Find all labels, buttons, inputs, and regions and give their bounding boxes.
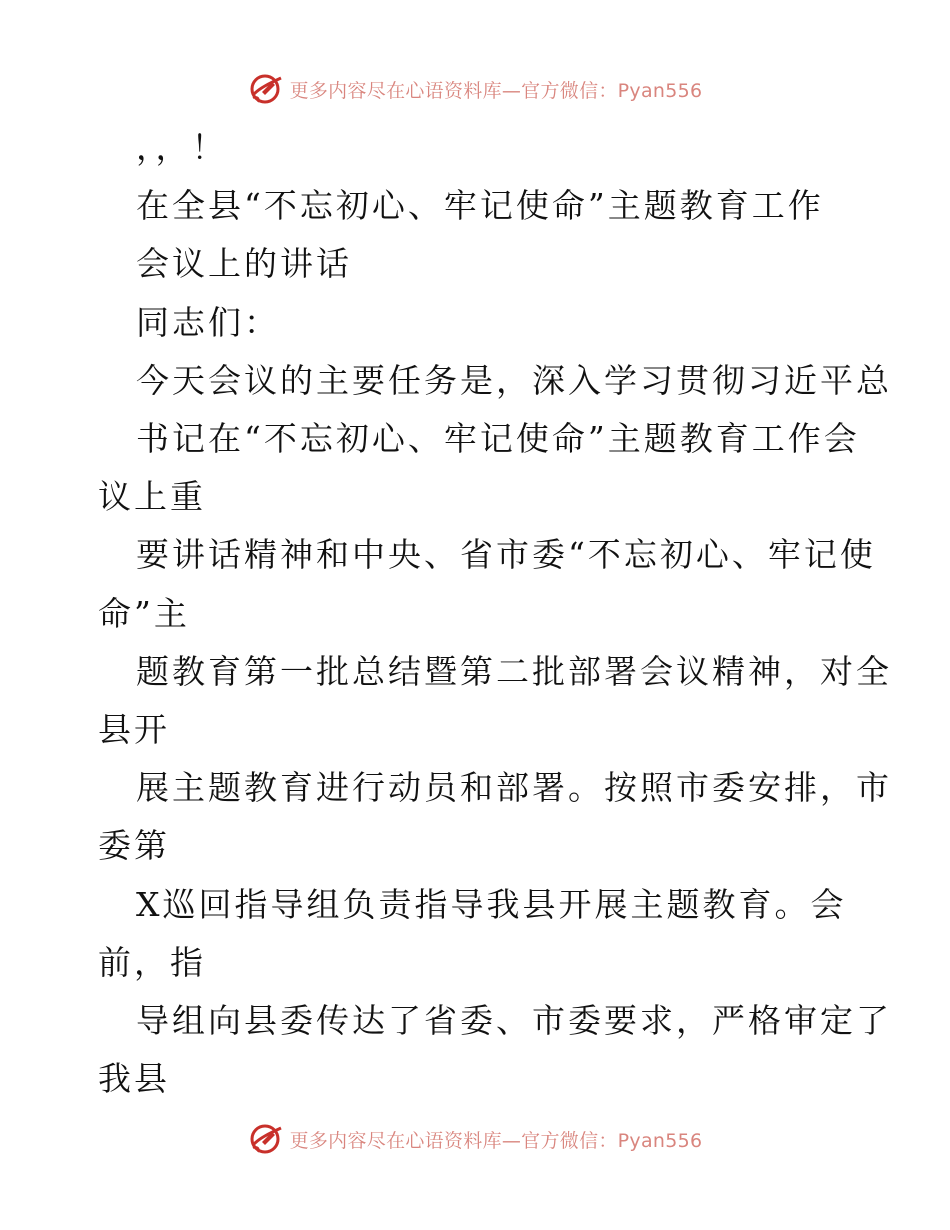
text-line: 书记在“不忘初心、牢记使命”主题教育工作会 xyxy=(136,419,860,458)
text-line: 在全县“不忘初心、牢记使命”主题教育工作 xyxy=(136,186,824,226)
text-line: X巡回指导组负责指导我县开展主题教育。会 xyxy=(136,884,847,924)
watermark-text: 更多内容尽在心语资料库—官方微信：Pyan556 xyxy=(289,1129,703,1152)
text-line: 同志们： xyxy=(136,302,280,342)
text-line: 题教育第一批总结暨第二批部署会议精神，对全 xyxy=(136,651,892,691)
watermark-text: 更多内容尽在心语资料库—官方微信：Pyan556 xyxy=(289,79,703,102)
pen-ribbon-logo-icon xyxy=(248,1122,284,1156)
text-line: 会议上的讲话 xyxy=(136,244,352,284)
text-line: 要讲话精神和中央、省市委“不忘初心、牢记使 xyxy=(136,535,876,575)
text-line: 命”主 xyxy=(98,593,190,633)
text-line: 我县 xyxy=(98,1059,170,1099)
text-line: 今天会议的主要任务是，深入学习贯彻习近平总 xyxy=(136,360,892,400)
text-line: 委第 xyxy=(98,826,170,866)
text-line: 前，指 xyxy=(98,942,206,982)
footer-watermark xyxy=(0,1122,950,1156)
text-line: 导组向县委传达了省委、市委要求，严格审定了 xyxy=(136,1001,892,1040)
text-line: 县开 xyxy=(98,710,170,749)
text-line: 议上重 xyxy=(98,477,206,517)
pen-ribbon-logo-icon xyxy=(248,72,284,106)
text-line: ，，！ xyxy=(136,128,228,167)
header-watermark xyxy=(0,72,950,106)
text-line: 展主题教育进行动员和部署。按照市委安排，市 xyxy=(136,768,892,808)
